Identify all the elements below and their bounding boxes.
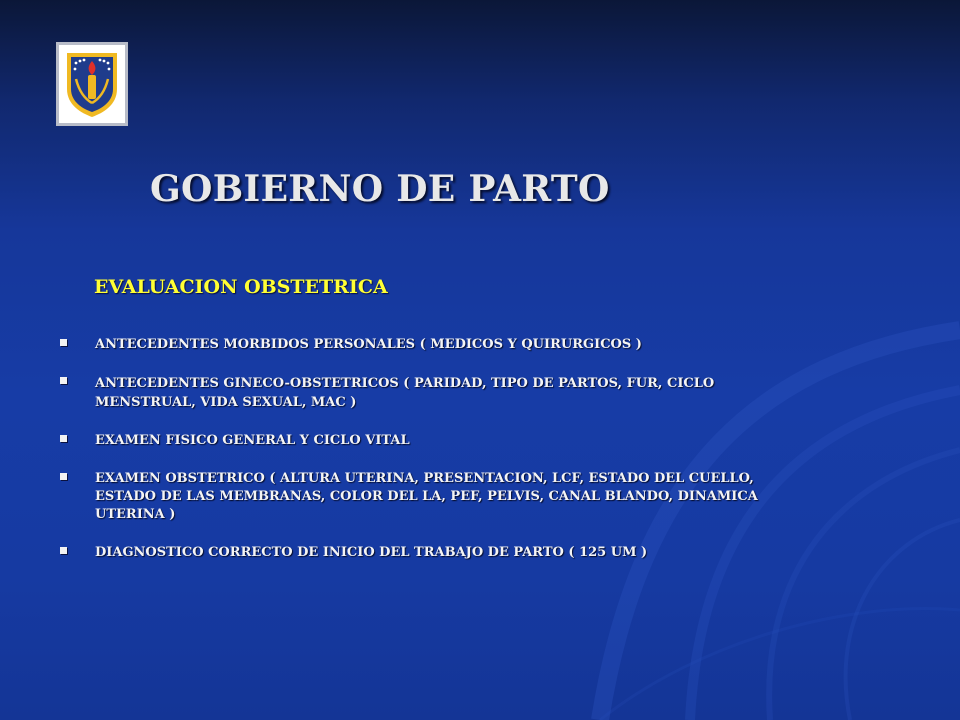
slide-subtitle: EVALUACION OBSTETRICA (94, 276, 388, 298)
bullet-text: ANTECEDENTES MORBIDOS PERSONALES ( MEDICOS Y QUIRURGICOS ) (95, 337, 642, 352)
university-crest-logo (56, 42, 128, 126)
bullet-text: EXAMEN OBSTETRICO ( ALTURA UTERINA, PRESENTACION, LCF, ESTADO DEL CUELLO, ESTADO DE LAS MEMBRANAS, COLOR DEL LA, PEF, PELVIS, CANAL BLANDO, DINAMICA UTERINA ) (95, 471, 758, 522)
university-crest-icon (63, 49, 121, 119)
bullet-text: EXAMEN FISICO GENERAL Y CICLO VITAL (95, 433, 410, 448)
bullet-text: DIAGNOSTICO CORRECTO DE INICIO DEL TRABAJO DE PARTO ( 125 UM ) (95, 545, 648, 560)
square-bullet-icon (60, 435, 67, 442)
square-bullet-icon (60, 547, 67, 554)
square-bullet-icon (60, 339, 67, 346)
square-bullet-icon (60, 377, 67, 384)
square-bullet-icon (60, 473, 67, 480)
slide-title: GOBIERNO DE PARTO (150, 168, 610, 210)
bullet-text: ANTECEDENTES GINECO-OBSTETRICOS ( PARIDAD, TIPO DE PARTOS, FUR, CICLO MENSTRUAL, VIDA SEXUAL, MAC ) (95, 376, 715, 410)
